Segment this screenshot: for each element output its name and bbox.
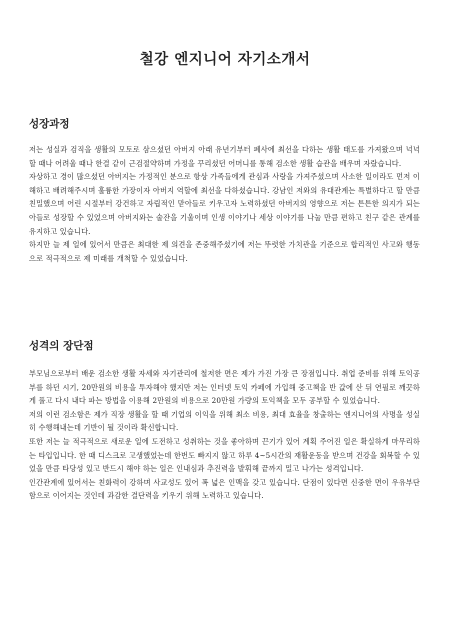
section-heading-growth: 성장과정: [29, 118, 70, 130]
section-body-personality: [29, 367, 420, 503]
paragraph: 또한 저는 늘 적극적으로 새로운 일에 도전하고 성취하는 것을 좋아하며 끈기가 있어 계획 주어진 일은 확실하게 마무리하는 타입입니다. 한 때 디스크로 고생했었는데 한번도 빠지지 않고 하루 4~5시간의 재활운동을 받으며 건강을 회복할 수 있었을 만큼 타당성 있고 반드시 해야 하는 일은 인내심과 추진력을 발휘해 끝까지 밀고 나가는 성격입니다.: [29, 436, 420, 474]
paragraph: 저의 이런 검소함은 제가 직장 생활을 할 때 기업의 이익을 위해 최소 비용, 최대 효율을 창출하는 엔지니어의 사명을 성실히 수행해내는데 기반이 될 것이라 확신합니다.: [29, 409, 420, 433]
paragraph: 저는 성실과 검직을 생활의 모토로 삼으셨던 아버지 아래 유년기부터 폐사에 최선을 다하는 생활 태도를 가져왔으며 넉넉할 때나 어려울 때나 한결 같이 근검절약하며 가정을 꾸리셨던 어머니를 통해 검소한 생활 습관을 배우며 자랐습니다.: [29, 145, 420, 168]
document-title: 철강 엔지니어 자기소개서: [139, 51, 311, 68]
paragraph: 자상하고 경이 많으셨던 아버지는 가정적인 분으로 항상 가족들에게 관심과 사랑을 가져주셨으며 사소한 일이라도 먼저 이해하고 배려해주시며 훌륭한 가장이자 아버지 역할에 최선을 다하셨습니다. 강남인 저와의 유대관계는 특별하다고 할 만큼 친밀했으며 어린 시절부터 강건하고 자립적인 맏아들로 키우고자 노력하셨던 아버지의 영향으로 저는 튼튼한 의지가 되는 아들로 성장할 수 있었으며 아버지와는 술잔을 기울이며 인생 이야기나 세상 이야기를 나눌 만큼 편하고 친구 같은 관계를 유지하고 있습니다.: [29, 172, 420, 236]
section-body-growth: [29, 143, 420, 265]
paragraph: 하지만 늘 제 일에 있어서 만큼은 최대한 제 의견을 존중해주셨기에 저는 뚜렷한 가치관을 기준으로 합리적인 사고와 행동으로 적극적으로 제 미래를 개척할 수 있었습니다.: [29, 240, 420, 263]
section-heading-personality: 성격의 장단점: [29, 340, 94, 352]
paragraph: 인간관계에 있어서는 친화력이 강하며 사교성도 있어 폭 넓은 인맥을 갖고 있습니다. 단점이 있다면 신중한 면이 우유부단함으로 이어지는 것인데 과감한 결단력을 키우기 위해 노력하고 있습니다.: [29, 477, 420, 501]
paragraph: 부모님으로부터 배운 검소한 생활 자세와 자기관리에 철저한 면은 제가 가진 가장 큰 장점입니다. 취업 준비를 위해 토익공부를 하던 시기, 20만원의 비용을 투자해야 했지만 저는 인터넷 토익 카페에 가입해 중고책을 반 값에 산 뒤 연필로 깨끗하게 풀고 다시 내다 파는 방법을 이용해 2만원의 비용으로 20만원 가량의 토익책을 모두 공부할 수 있었습니다.: [29, 369, 420, 406]
